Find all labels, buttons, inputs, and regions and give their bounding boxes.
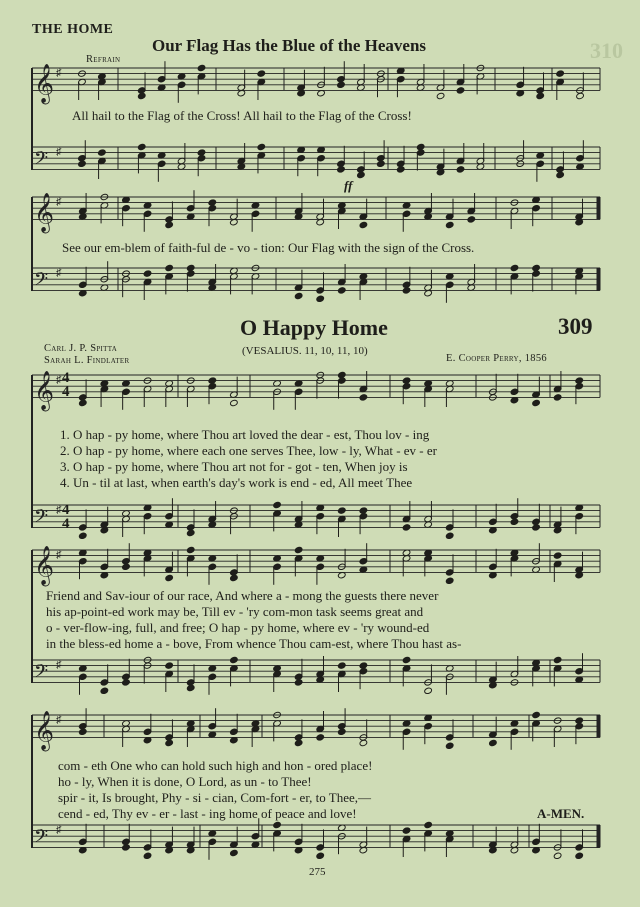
note <box>294 679 303 686</box>
note <box>165 662 174 669</box>
note <box>273 821 282 828</box>
section-heading: THE HOME <box>32 22 114 37</box>
note <box>467 216 476 223</box>
key-signature-sharp: ♯ <box>56 659 62 671</box>
note <box>359 221 368 228</box>
verse-line: spir - it, Is brought, Phy - si - cian, Com-fort - er, to Thee,— <box>58 790 371 805</box>
verse-line: ho - ly, When it is done, O Lord, as un - to Thee! <box>58 774 312 789</box>
note <box>575 852 584 859</box>
time-signature-top-bass: 4 <box>62 502 70 518</box>
time-signature-top: 4 <box>62 370 70 386</box>
treble-clef: 𝄞 <box>34 65 55 103</box>
note <box>338 662 347 669</box>
hymn-number: 309 <box>558 314 593 339</box>
key-signature-sharp: ♯ <box>56 267 62 279</box>
note <box>197 64 206 71</box>
verse-line: cend - ed, Thy ev - er - last - ing home of peace and love! <box>58 806 357 821</box>
note <box>553 552 562 559</box>
note <box>137 92 146 99</box>
note <box>553 656 562 663</box>
key-signature-sharp: ♯ <box>56 824 62 836</box>
treble-clef: 𝄞 <box>34 372 55 410</box>
note <box>377 160 386 167</box>
hymn-title-flag: Our Flag Has the Blue of the Heavens <box>152 36 427 55</box>
note <box>337 81 346 88</box>
amen: A-MEN. <box>537 806 585 821</box>
verse-line: 2. O hap - py home, where each one serves Thee, low - ly, What - ev - er <box>60 443 437 458</box>
author-name: Carl J. P. Spitta <box>44 343 118 354</box>
note <box>165 574 174 581</box>
note <box>230 656 239 663</box>
note <box>165 739 174 746</box>
note <box>424 821 433 828</box>
verse-line: Friend and Sav-iour of our race, And where a - mong the guests there never <box>46 588 439 603</box>
note <box>294 292 303 299</box>
note <box>456 87 465 94</box>
note <box>186 546 195 553</box>
note <box>532 711 541 718</box>
composer-name: E. Cooper Perry, 1856 <box>446 353 547 364</box>
note <box>489 739 498 746</box>
note <box>553 394 562 401</box>
translator-name: Sarah L. Findlater <box>44 355 130 366</box>
note <box>396 166 405 173</box>
note <box>316 295 325 302</box>
time-signature-bottom-bass: 4 <box>62 516 70 532</box>
treble-clef: 𝄞 <box>34 547 55 585</box>
note <box>402 656 411 663</box>
key-signature-sharp: ♯ <box>56 549 62 561</box>
key-signature-sharp: ♯ <box>56 146 62 158</box>
note <box>230 849 239 856</box>
note <box>98 149 107 156</box>
note <box>294 546 303 553</box>
note <box>338 507 347 514</box>
note <box>532 399 541 406</box>
note <box>78 160 87 167</box>
note <box>357 171 366 178</box>
note <box>79 532 88 539</box>
ghost-hymn-number: 310 <box>590 38 623 63</box>
note <box>402 524 411 531</box>
key-signature-sharp: ♯ <box>56 374 62 386</box>
verse-line: o - ver-flow-ing, full, and free; O hap - py home, where ev - 'ry wound-ed <box>46 620 430 635</box>
bass-clef: 𝄢 <box>34 825 49 851</box>
dynamic-marking: ff <box>344 178 353 193</box>
treble-clef: 𝄞 <box>34 712 55 750</box>
lyric-line: See our em-blem of faith-ful de - vo - tion: Our Flag with the sign of the Cross. <box>62 240 475 255</box>
note <box>100 687 109 694</box>
treble-clef: 𝄞 <box>34 194 55 232</box>
note <box>257 143 266 150</box>
note <box>338 728 347 735</box>
note <box>445 742 454 749</box>
note <box>230 574 239 581</box>
bass-clef: 𝄢 <box>34 147 49 173</box>
tune-meter: (VESALIUS. 11, 10, 11, 10) <box>242 345 368 357</box>
note <box>273 501 282 508</box>
bass-clef: 𝄢 <box>34 505 49 531</box>
note <box>122 679 131 686</box>
note <box>556 70 565 77</box>
verse-line: 1. O hap - py home, where Thou art loved the dear - est, Thou lov - ing <box>60 427 430 442</box>
note <box>445 577 454 584</box>
key-signature-sharp: ♯ <box>56 196 62 208</box>
note <box>316 734 325 741</box>
note <box>456 166 465 173</box>
note <box>337 166 346 173</box>
note <box>402 827 411 834</box>
note <box>143 852 152 859</box>
note <box>510 518 519 525</box>
verse-line: 4. Un - til at last, when earth's day's work is end - ed, All meet Thee <box>60 475 413 490</box>
note <box>359 394 368 401</box>
note <box>230 399 239 406</box>
verse-line: 3. O hap - py home, where Thou art not for - got - ten, When joy is <box>60 459 408 474</box>
verse-line: in the bless-ed home a - bove, From whence Thou cam-est, where Thou hast as- <box>46 636 462 651</box>
note <box>556 171 565 178</box>
note <box>316 852 325 859</box>
verse-line: his ap-point-ed work may be, Till ev - 'ry com-mon task seems great and <box>46 604 424 619</box>
note <box>553 852 562 859</box>
note <box>532 524 541 531</box>
note <box>576 92 585 99</box>
key-signature-sharp: ♯ <box>56 67 62 79</box>
note <box>122 844 131 851</box>
verse-line: com - eth One who can hold such high and hon - ored place! <box>58 758 373 773</box>
note <box>143 270 152 277</box>
bass-clef: 𝄢 <box>34 660 49 686</box>
key-signature-sharp: ♯ <box>56 714 62 726</box>
note <box>424 687 433 694</box>
note <box>402 287 411 294</box>
note <box>510 264 519 271</box>
note <box>359 739 368 746</box>
refrain-label: Refrain <box>86 54 121 65</box>
hymn-title-happy-home: O Happy Home <box>240 315 388 340</box>
note <box>79 399 88 406</box>
note <box>536 92 545 99</box>
key-signature-sharp: ♯ <box>56 504 62 516</box>
lyric-line: All hail to the Flag of the Cross! All hail to the Flag of the Cross! <box>72 108 412 123</box>
note <box>165 221 174 228</box>
time-signature-bottom: 4 <box>62 384 70 400</box>
note <box>186 529 195 536</box>
note <box>436 92 445 99</box>
note <box>186 684 195 691</box>
bass-clef: 𝄢 <box>34 268 49 294</box>
note <box>122 563 131 570</box>
note <box>294 739 303 746</box>
note <box>338 287 347 294</box>
page-number: 275 <box>309 866 326 878</box>
note <box>445 221 454 228</box>
note <box>257 70 266 77</box>
note <box>165 264 174 271</box>
note <box>445 532 454 539</box>
note <box>137 143 146 150</box>
note <box>79 728 88 735</box>
